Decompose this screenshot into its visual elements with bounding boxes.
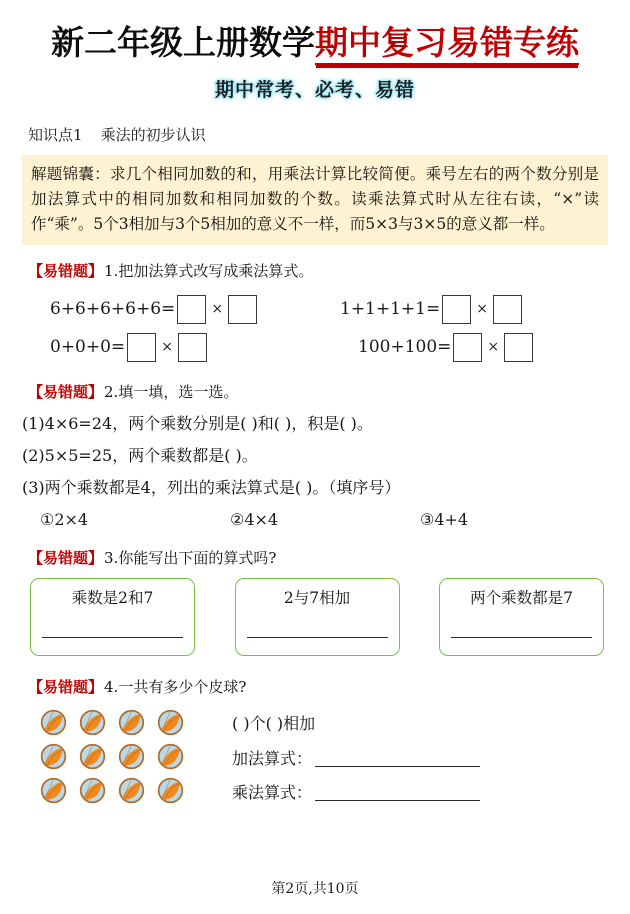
worksheet-page [0, 23, 630, 914]
beach-ball-icon [157, 743, 184, 770]
addition-answer-line[interactable] [315, 766, 480, 767]
title-black-part: 新二年级上册数学 [51, 23, 315, 62]
question-2-heading [28, 381, 630, 402]
question-4-body [40, 709, 630, 814]
knowledge-point-heading [28, 124, 630, 145]
question-3-number: 3. [104, 549, 119, 568]
title-red-part: 期中复习易错专练 [315, 23, 579, 65]
beach-ball-icon [118, 709, 145, 736]
tip-box-text: 求几个相同加数的和，用乘法计算比较简便。乘号左右的两个数分别是加法算式中的相同加数和相同加数的个数。读乘法算式时从左往右读，“×”读作“乘”。5个3相加与3个5相加的意义不一样，而5×3与3×5的意义都一样。 [31, 165, 599, 234]
page-footer: 第2页,共10页 [271, 881, 359, 897]
question-4-number: 4. [104, 678, 119, 697]
ball-grid [40, 709, 210, 814]
answer-box[interactable] [442, 295, 471, 324]
question-2-item-2[interactable]: (2)5×5=25，两个乘数都是( )。 [22, 446, 258, 466]
beach-ball-icon [40, 777, 67, 804]
beach-ball-icon [118, 777, 145, 804]
beach-ball-icon [40, 709, 67, 736]
question-3-prompt: 你能写出下面的算式吗? [118, 549, 277, 568]
answer-card-label: 两个乘数都是7 [470, 589, 573, 608]
question-1-prompt: 把加法算式改写成乘法算式。 [118, 262, 314, 281]
multiplication-label: 乘法算式： [232, 783, 313, 803]
answer-box[interactable] [178, 333, 207, 362]
answer-card[interactable] [30, 578, 195, 656]
equation-left-side: 6+6+6+6+6= [50, 299, 176, 320]
tip-box-heading: 解题锦囊： [31, 165, 110, 183]
question-2-tag: 【易错题】 [28, 383, 104, 402]
question-2-item-1[interactable]: (1)4×6=24，两个乘数分别是( )和( )，积是( )。 [22, 414, 373, 434]
answer-box[interactable] [453, 333, 482, 362]
answer-box[interactable] [504, 333, 533, 362]
ball-row [40, 709, 210, 736]
question-3-heading [28, 547, 630, 568]
answer-box[interactable] [177, 295, 206, 324]
question-1-equations [0, 290, 630, 366]
question-1-heading [28, 260, 630, 281]
answer-card[interactable] [439, 578, 604, 656]
answer-card-label: 乘数是2和7 [71, 589, 154, 608]
question-3-tag: 【易错题】 [28, 549, 104, 568]
ball-row [40, 743, 210, 770]
option-3[interactable]: ③4+4 [420, 510, 469, 530]
question-4-heading [28, 676, 630, 697]
option-2[interactable]: ②4×4 [230, 510, 279, 530]
question-1-tag: 【易错题】 [28, 262, 104, 281]
answer-card-line[interactable] [42, 637, 183, 638]
answer-card-label: 2与7相加 [283, 589, 351, 608]
equation-operator: × [487, 339, 500, 356]
answer-card-line[interactable] [451, 637, 592, 638]
equation-row [0, 290, 630, 328]
question-3-cards [30, 578, 604, 656]
question-2-options [40, 510, 630, 529]
question-4-fill-line[interactable]: ( )个( )相加 [232, 714, 316, 734]
knowledge-point-label: 知识点 [28, 126, 74, 144]
multiplication-expression-row [232, 780, 480, 803]
equation-item [28, 295, 328, 324]
question-2-item-3[interactable]: (3)两个乘数都是4，列出的乘法算式是( )。（填序号） [22, 478, 401, 498]
equation-item [28, 333, 328, 362]
question-4-prompt: 一共有多少个皮球? [118, 678, 247, 697]
beach-ball-icon [157, 709, 184, 736]
question-4-answers [210, 709, 480, 814]
tip-box [22, 155, 608, 245]
multiplication-answer-line[interactable] [315, 800, 480, 801]
question-1-number: 1. [104, 262, 119, 281]
ball-row [40, 777, 210, 804]
beach-ball-icon [157, 777, 184, 804]
page-title [0, 23, 630, 62]
equation-left-side: 0+0+0= [50, 337, 126, 358]
knowledge-point-number: 1 [73, 126, 83, 144]
addition-expression-row [232, 746, 480, 769]
equation-operator: × [161, 339, 173, 356]
answer-box[interactable] [228, 295, 257, 324]
beach-ball-icon [79, 777, 106, 804]
answer-box[interactable] [127, 333, 156, 362]
answer-box[interactable] [493, 295, 522, 324]
equation-operator: × [476, 301, 488, 318]
answer-card[interactable] [235, 578, 400, 656]
equation-operator: × [211, 301, 224, 318]
beach-ball-icon [118, 743, 145, 770]
knowledge-point-name: 乘法的初步认识 [100, 126, 206, 144]
page-subtitle: 期中常考、必考、易错 [214, 79, 415, 101]
addition-label: 加法算式： [232, 749, 313, 769]
option-1[interactable]: ①2×4 [40, 510, 89, 530]
beach-ball-icon [79, 709, 106, 736]
equation-item [328, 295, 628, 324]
equation-left-side: 1+1+1+1= [340, 299, 441, 320]
question-2-prompt: 填一填，选一选。 [118, 383, 239, 402]
question-2-number: 2. [104, 383, 119, 402]
question-4-tag: 【易错题】 [28, 678, 104, 697]
equation-row [0, 328, 630, 366]
beach-ball-icon [79, 743, 106, 770]
equation-item [328, 333, 628, 362]
answer-card-line[interactable] [247, 637, 388, 638]
beach-ball-icon [40, 743, 67, 770]
equation-left-side: 100+100= [358, 337, 452, 358]
